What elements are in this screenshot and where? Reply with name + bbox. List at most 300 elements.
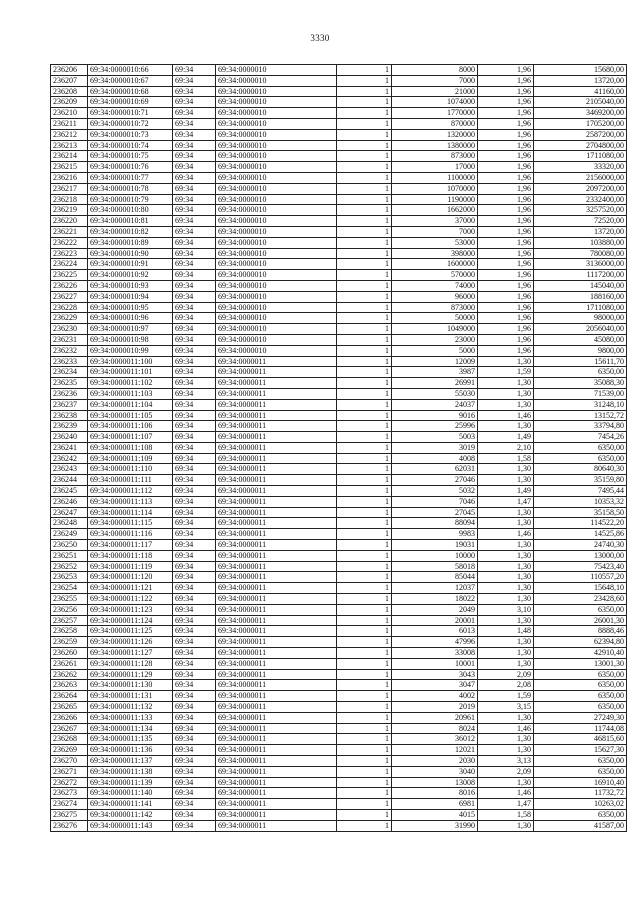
area-cell: 5032 (392, 486, 478, 497)
cadastral-number-cell: 69:34:0000010:72 (88, 118, 173, 129)
district-code-cell: 69:34 (173, 809, 216, 820)
cadastral-block-cell: 69:34:0000011 (216, 399, 337, 410)
cadastral-number-cell: 69:34:0000011:107 (88, 432, 173, 443)
specific-value-cell: 1,30 (478, 507, 534, 518)
row-number-cell: 236247 (51, 507, 88, 518)
table-row (51, 194, 627, 205)
count-cell: 1 (337, 65, 392, 76)
specific-value-cell: 1,96 (478, 151, 534, 162)
table-row (51, 745, 627, 756)
district-code-cell: 69:34 (173, 658, 216, 669)
district-code-cell: 69:34 (173, 216, 216, 227)
cadastral-value-cell: 6350,00 (534, 756, 627, 767)
row-number-cell: 236230 (51, 324, 88, 335)
cadastral-block-cell: 69:34:0000011 (216, 388, 337, 399)
count-cell: 1 (337, 237, 392, 248)
table-row (51, 604, 627, 615)
row-number-cell: 236263 (51, 680, 88, 691)
cadastral-block-cell: 69:34:0000010 (216, 237, 337, 248)
count-cell: 1 (337, 345, 392, 356)
row-number-cell: 236213 (51, 140, 88, 151)
row-number-cell: 236242 (51, 453, 88, 464)
specific-value-cell: 1,58 (478, 453, 534, 464)
cadastral-number-cell: 69:34:0000011:121 (88, 583, 173, 594)
cadastral-block-cell: 69:34:0000010 (216, 248, 337, 259)
count-cell: 1 (337, 151, 392, 162)
area-cell: 3040 (392, 766, 478, 777)
specific-value-cell: 1,96 (478, 270, 534, 281)
cadastral-number-cell: 69:34:0000011:115 (88, 518, 173, 529)
cadastral-block-cell: 69:34:0000011 (216, 442, 337, 453)
cadastral-value-cell: 31248,10 (534, 399, 627, 410)
table-row (51, 615, 627, 626)
area-cell: 7046 (392, 496, 478, 507)
count-cell: 1 (337, 669, 392, 680)
cadastral-value-cell: 6350,00 (534, 367, 627, 378)
specific-value-cell: 1,30 (478, 648, 534, 659)
area-cell: 58018 (392, 561, 478, 572)
area-cell: 20961 (392, 712, 478, 723)
table-row (51, 594, 627, 605)
count-cell: 1 (337, 399, 392, 410)
cadastral-block-cell: 69:34:0000010 (216, 334, 337, 345)
district-code-cell: 69:34 (173, 334, 216, 345)
cadastral-value-cell: 1705200,00 (534, 118, 627, 129)
table-row (51, 583, 627, 594)
cadastral-block-cell: 69:34:0000011 (216, 809, 337, 820)
specific-value-cell: 1,30 (478, 540, 534, 551)
row-number-cell: 236231 (51, 334, 88, 345)
cadastral-block-cell: 69:34:0000010 (216, 108, 337, 119)
row-number-cell: 236226 (51, 280, 88, 291)
row-number-cell: 236206 (51, 65, 88, 76)
specific-value-cell: 2,08 (478, 680, 534, 691)
cadastral-block-cell: 69:34:0000010 (216, 118, 337, 129)
area-cell: 3019 (392, 442, 478, 453)
cadastral-number-cell: 69:34:0000010:73 (88, 129, 173, 140)
district-code-cell: 69:34 (173, 766, 216, 777)
cadastral-number-cell: 69:34:0000011:114 (88, 507, 173, 518)
cadastral-value-cell: 35158,50 (534, 507, 627, 518)
cadastral-value-cell: 6350,00 (534, 604, 627, 615)
cadastral-value-cell: 103880,00 (534, 237, 627, 248)
cadastral-value-cell: 6350,00 (534, 691, 627, 702)
row-number-cell: 236235 (51, 378, 88, 389)
table-row (51, 507, 627, 518)
table-row (51, 86, 627, 97)
area-cell: 1070000 (392, 183, 478, 194)
cadastral-value-table (50, 64, 627, 832)
count-cell: 1 (337, 97, 392, 108)
count-cell: 1 (337, 356, 392, 367)
cadastral-block-cell: 69:34:0000011 (216, 788, 337, 799)
count-cell: 1 (337, 129, 392, 140)
table-row (51, 691, 627, 702)
specific-value-cell: 1,96 (478, 205, 534, 216)
district-code-cell: 69:34 (173, 108, 216, 119)
cadastral-value-cell: 3257520,00 (534, 205, 627, 216)
cadastral-number-cell: 69:34:0000010:66 (88, 65, 173, 76)
area-cell: 3047 (392, 680, 478, 691)
table-row (51, 151, 627, 162)
table-row (51, 529, 627, 540)
row-number-cell: 236271 (51, 766, 88, 777)
cadastral-number-cell: 69:34:0000010:97 (88, 324, 173, 335)
cadastral-number-cell: 69:34:0000010:77 (88, 172, 173, 183)
district-code-cell: 69:34 (173, 356, 216, 367)
table-row (51, 432, 627, 443)
specific-value-cell: 1,59 (478, 691, 534, 702)
count-cell: 1 (337, 216, 392, 227)
cadastral-number-cell: 69:34:0000011:106 (88, 421, 173, 432)
area-cell: 5000 (392, 345, 478, 356)
row-number-cell: 236223 (51, 248, 88, 259)
cadastral-number-cell: 69:34:0000011:108 (88, 442, 173, 453)
cadastral-value-cell: 6350,00 (534, 453, 627, 464)
row-number-cell: 236207 (51, 75, 88, 86)
specific-value-cell: 1,46 (478, 723, 534, 734)
district-code-cell: 69:34 (173, 820, 216, 831)
row-number-cell: 236260 (51, 648, 88, 659)
cadastral-block-cell: 69:34:0000010 (216, 183, 337, 194)
table-row (51, 205, 627, 216)
specific-value-cell: 1,47 (478, 799, 534, 810)
area-cell: 398000 (392, 248, 478, 259)
specific-value-cell: 1,30 (478, 388, 534, 399)
area-cell: 12021 (392, 745, 478, 756)
row-number-cell: 236264 (51, 691, 88, 702)
table-row (51, 226, 627, 237)
row-number-cell: 236265 (51, 702, 88, 713)
cadastral-value-cell: 6350,00 (534, 680, 627, 691)
specific-value-cell: 2,09 (478, 766, 534, 777)
cadastral-value-cell: 6350,00 (534, 702, 627, 713)
cadastral-block-cell: 69:34:0000011 (216, 637, 337, 648)
cadastral-value-cell: 13000,00 (534, 550, 627, 561)
row-number-cell: 236219 (51, 205, 88, 216)
count-cell: 1 (337, 648, 392, 659)
count-cell: 1 (337, 615, 392, 626)
cadastral-block-cell: 69:34:0000010 (216, 302, 337, 313)
area-cell: 1380000 (392, 140, 478, 151)
cadastral-value-cell: 7454,26 (534, 432, 627, 443)
area-cell: 53000 (392, 237, 478, 248)
cadastral-block-cell: 69:34:0000011 (216, 464, 337, 475)
count-cell: 1 (337, 194, 392, 205)
cadastral-block-cell: 69:34:0000011 (216, 669, 337, 680)
cadastral-value-cell: 35159,80 (534, 475, 627, 486)
area-cell: 4002 (392, 691, 478, 702)
cadastral-value-cell: 13720,00 (534, 226, 627, 237)
cadastral-block-cell: 69:34:0000010 (216, 129, 337, 140)
district-code-cell: 69:34 (173, 367, 216, 378)
row-number-cell: 236229 (51, 313, 88, 324)
specific-value-cell: 1,96 (478, 216, 534, 227)
row-number-cell: 236232 (51, 345, 88, 356)
count-cell: 1 (337, 637, 392, 648)
page-number: 3330 (310, 33, 330, 43)
district-code-cell: 69:34 (173, 550, 216, 561)
cadastral-value-cell: 41587,00 (534, 820, 627, 831)
count-cell: 1 (337, 529, 392, 540)
cadastral-value-cell: 41160,00 (534, 86, 627, 97)
cadastral-value-cell: 46815,60 (534, 734, 627, 745)
table-row (51, 324, 627, 335)
area-cell: 9016 (392, 410, 478, 421)
row-number-cell: 236258 (51, 626, 88, 637)
table-row (51, 680, 627, 691)
count-cell: 1 (337, 788, 392, 799)
table-row (51, 475, 627, 486)
row-number-cell: 236225 (51, 270, 88, 281)
cadastral-value-cell: 27249,30 (534, 712, 627, 723)
row-number-cell: 236220 (51, 216, 88, 227)
specific-value-cell: 1,96 (478, 324, 534, 335)
cadastral-number-cell: 69:34:0000011:140 (88, 788, 173, 799)
count-cell: 1 (337, 518, 392, 529)
area-cell: 570000 (392, 270, 478, 281)
specific-value-cell: 1,30 (478, 356, 534, 367)
table-row (51, 518, 627, 529)
specific-value-cell: 1,30 (478, 550, 534, 561)
specific-value-cell: 1,96 (478, 280, 534, 291)
count-cell: 1 (337, 388, 392, 399)
cadastral-block-cell: 69:34:0000010 (216, 313, 337, 324)
row-number-cell: 236268 (51, 734, 88, 745)
cadastral-number-cell: 69:34:0000011:100 (88, 356, 173, 367)
district-code-cell: 69:34 (173, 507, 216, 518)
table-row (51, 421, 627, 432)
count-cell: 1 (337, 313, 392, 324)
row-number-cell: 236252 (51, 561, 88, 572)
area-cell: 20001 (392, 615, 478, 626)
row-number-cell: 236267 (51, 723, 88, 734)
area-cell: 13008 (392, 777, 478, 788)
district-code-cell: 69:34 (173, 86, 216, 97)
cadastral-value-cell: 23428,60 (534, 594, 627, 605)
row-number-cell: 236208 (51, 86, 88, 97)
specific-value-cell: 1,96 (478, 226, 534, 237)
cadastral-value-cell: 15611,70 (534, 356, 627, 367)
cadastral-number-cell: 69:34:0000011:127 (88, 648, 173, 659)
district-code-cell: 69:34 (173, 172, 216, 183)
area-cell: 96000 (392, 291, 478, 302)
district-code-cell: 69:34 (173, 140, 216, 151)
specific-value-cell: 1,46 (478, 410, 534, 421)
cadastral-number-cell: 69:34:0000011:126 (88, 637, 173, 648)
area-cell: 3987 (392, 367, 478, 378)
cadastral-block-cell: 69:34:0000011 (216, 550, 337, 561)
cadastral-number-cell: 69:34:0000011:120 (88, 572, 173, 583)
count-cell: 1 (337, 226, 392, 237)
cadastral-number-cell: 69:34:0000010:71 (88, 108, 173, 119)
cadastral-value-cell: 71539,00 (534, 388, 627, 399)
cadastral-number-cell: 69:34:0000011:131 (88, 691, 173, 702)
cadastral-value-cell: 6350,00 (534, 766, 627, 777)
count-cell: 1 (337, 172, 392, 183)
cadastral-block-cell: 69:34:0000011 (216, 378, 337, 389)
specific-value-cell: 1,49 (478, 432, 534, 443)
table-row (51, 486, 627, 497)
cadastral-number-cell: 69:34:0000010:95 (88, 302, 173, 313)
cadastral-block-cell: 69:34:0000010 (216, 216, 337, 227)
district-code-cell: 69:34 (173, 475, 216, 486)
area-cell: 24037 (392, 399, 478, 410)
district-code-cell: 69:34 (173, 302, 216, 313)
table-row (51, 788, 627, 799)
cadastral-block-cell: 69:34:0000010 (216, 140, 337, 151)
district-code-cell: 69:34 (173, 118, 216, 129)
specific-value-cell: 1,96 (478, 86, 534, 97)
district-code-cell: 69:34 (173, 410, 216, 421)
table-row (51, 162, 627, 173)
cadastral-number-cell: 69:34:0000010:78 (88, 183, 173, 194)
cadastral-number-cell: 69:34:0000011:135 (88, 734, 173, 745)
count-cell: 1 (337, 291, 392, 302)
cadastral-block-cell: 69:34:0000011 (216, 745, 337, 756)
cadastral-block-cell: 69:34:0000010 (216, 345, 337, 356)
cadastral-number-cell: 69:34:0000010:69 (88, 97, 173, 108)
cadastral-value-cell: 2105040,00 (534, 97, 627, 108)
row-number-cell: 236210 (51, 108, 88, 119)
specific-value-cell: 1,96 (478, 129, 534, 140)
table-row (51, 118, 627, 129)
specific-value-cell: 1,30 (478, 745, 534, 756)
cadastral-block-cell: 69:34:0000011 (216, 820, 337, 831)
row-number-cell: 236218 (51, 194, 88, 205)
area-cell: 1190000 (392, 194, 478, 205)
specific-value-cell: 1,96 (478, 334, 534, 345)
area-cell: 8024 (392, 723, 478, 734)
cadastral-value-cell: 10353,32 (534, 496, 627, 507)
cadastral-block-cell: 69:34:0000011 (216, 421, 337, 432)
specific-value-cell: 1,96 (478, 345, 534, 356)
cadastral-block-cell: 69:34:0000011 (216, 777, 337, 788)
table-row (51, 496, 627, 507)
specific-value-cell: 1,96 (478, 313, 534, 324)
cadastral-value-cell: 13720,00 (534, 75, 627, 86)
district-code-cell: 69:34 (173, 388, 216, 399)
cadastral-number-cell: 69:34:0000011:105 (88, 410, 173, 421)
row-number-cell: 236275 (51, 809, 88, 820)
cadastral-value-cell: 10263,02 (534, 799, 627, 810)
area-cell: 55030 (392, 388, 478, 399)
row-number-cell: 236274 (51, 799, 88, 810)
row-number-cell: 236214 (51, 151, 88, 162)
cadastral-number-cell: 69:34:0000011:132 (88, 702, 173, 713)
table-row (51, 809, 627, 820)
district-code-cell: 69:34 (173, 648, 216, 659)
table-row (51, 540, 627, 551)
cadastral-value-cell: 9800,00 (534, 345, 627, 356)
specific-value-cell: 1,96 (478, 108, 534, 119)
district-code-cell: 69:34 (173, 280, 216, 291)
cadastral-block-cell: 69:34:0000011 (216, 648, 337, 659)
cadastral-number-cell: 69:34:0000011:134 (88, 723, 173, 734)
row-number-cell: 236253 (51, 572, 88, 583)
cadastral-number-cell: 69:34:0000011:128 (88, 658, 173, 669)
count-cell: 1 (337, 75, 392, 86)
cadastral-block-cell: 69:34:0000010 (216, 97, 337, 108)
row-number-cell: 236262 (51, 669, 88, 680)
area-cell: 88094 (392, 518, 478, 529)
district-code-cell: 69:34 (173, 453, 216, 464)
district-code-cell: 69:34 (173, 734, 216, 745)
count-cell: 1 (337, 334, 392, 345)
cadastral-number-cell: 69:34:0000011:139 (88, 777, 173, 788)
cadastral-value-cell: 11744,08 (534, 723, 627, 734)
cadastral-block-cell: 69:34:0000010 (216, 259, 337, 270)
area-cell: 18022 (392, 594, 478, 605)
area-cell: 1100000 (392, 172, 478, 183)
district-code-cell: 69:34 (173, 486, 216, 497)
area-cell: 47996 (392, 637, 478, 648)
district-code-cell: 69:34 (173, 226, 216, 237)
table-row (51, 766, 627, 777)
cadastral-number-cell: 69:34:0000010:90 (88, 248, 173, 259)
table-row (51, 799, 627, 810)
district-code-cell: 69:34 (173, 529, 216, 540)
table-row (51, 669, 627, 680)
row-number-cell: 236224 (51, 259, 88, 270)
cadastral-value-cell: 24740,30 (534, 540, 627, 551)
count-cell: 1 (337, 756, 392, 767)
table-row (51, 378, 627, 389)
table-row (51, 658, 627, 669)
specific-value-cell: 2,10 (478, 442, 534, 453)
table-row (51, 248, 627, 259)
cadastral-block-cell: 69:34:0000011 (216, 691, 337, 702)
cadastral-number-cell: 69:34:0000010:99 (88, 345, 173, 356)
specific-value-cell: 1,96 (478, 183, 534, 194)
table-row (51, 367, 627, 378)
cadastral-block-cell: 69:34:0000011 (216, 766, 337, 777)
count-cell: 1 (337, 691, 392, 702)
area-cell: 62031 (392, 464, 478, 475)
table-row (51, 108, 627, 119)
table-body (51, 65, 627, 832)
count-cell: 1 (337, 432, 392, 443)
table-row (51, 291, 627, 302)
area-cell: 85044 (392, 572, 478, 583)
cadastral-block-cell: 69:34:0000011 (216, 712, 337, 723)
area-cell: 1049000 (392, 324, 478, 335)
count-cell: 1 (337, 540, 392, 551)
cadastral-block-cell: 69:34:0000011 (216, 475, 337, 486)
cadastral-number-cell: 69:34:0000011:136 (88, 745, 173, 756)
cadastral-value-cell: 2097200,00 (534, 183, 627, 194)
cadastral-block-cell: 69:34:0000011 (216, 507, 337, 518)
district-code-cell: 69:34 (173, 518, 216, 529)
cadastral-number-cell: 69:34:0000010:91 (88, 259, 173, 270)
specific-value-cell: 1,96 (478, 291, 534, 302)
specific-value-cell: 1,96 (478, 75, 534, 86)
row-number-cell: 236259 (51, 637, 88, 648)
area-cell: 74000 (392, 280, 478, 291)
cadastral-value-cell: 26001,30 (534, 615, 627, 626)
specific-value-cell: 1,30 (478, 475, 534, 486)
row-number-cell: 236238 (51, 410, 88, 421)
district-code-cell: 69:34 (173, 745, 216, 756)
count-cell: 1 (337, 486, 392, 497)
district-code-cell: 69:34 (173, 442, 216, 453)
district-code-cell: 69:34 (173, 669, 216, 680)
table-row (51, 75, 627, 86)
cadastral-number-cell: 69:34:0000010:82 (88, 226, 173, 237)
table-row (51, 280, 627, 291)
cadastral-block-cell: 69:34:0000011 (216, 734, 337, 745)
area-cell: 50000 (392, 313, 478, 324)
